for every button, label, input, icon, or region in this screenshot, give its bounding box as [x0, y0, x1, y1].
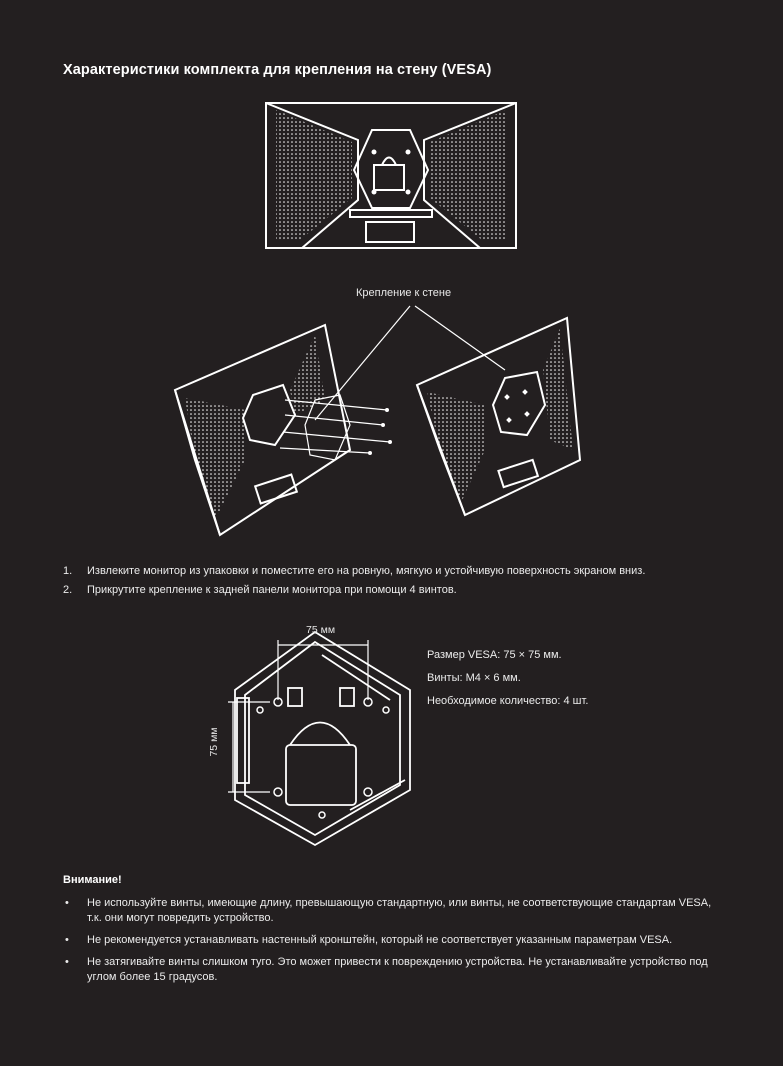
- bullet-icon: •: [65, 934, 69, 946]
- step-item: [63, 565, 645, 578]
- warning-text: Не затягивайте винты слишком туго. Это может привести к повреждению устройства. Не устанавливайте устройство под углом более 15 градусов.: [87, 956, 708, 983]
- warning-list: [63, 896, 723, 992]
- vesa-dimensions-illustration: [200, 620, 420, 850]
- step-text: Прикрутите крепление к задней панели монитора при помощи 4 винтов.: [87, 584, 457, 596]
- monitor-back-illustration: [262, 100, 520, 252]
- warning-item: [63, 896, 723, 926]
- step-text: Извлеките монитор из упаковки и поместите его на ровную, мягкую и устойчивую поверхность экраном вниз.: [87, 565, 646, 577]
- dimension-vertical-label: 75 мм: [208, 727, 220, 757]
- wall-mount-caption: Крепление к стене: [356, 287, 452, 299]
- spec-vesa-size: Размер VESA: 75 × 75 мм.: [427, 649, 562, 661]
- bullet-icon: •: [65, 897, 69, 909]
- warning-text: Не используйте винты, имеющие длину, превышающую стандартную, или винты, не соответствующие стандартам VESA, т.к. они могут повредить устройство.: [87, 897, 712, 924]
- step-number: 2.: [63, 584, 73, 596]
- step-number: 1.: [63, 565, 73, 577]
- step-item: [63, 584, 645, 597]
- dimension-horizontal-label: 75 мм: [306, 624, 336, 636]
- wall-mount-illustration: [165, 300, 585, 545]
- spec-quantity: Необходимое количество: 4 шт.: [427, 695, 589, 707]
- warning-text: Не рекомендуется устанавливать настенный кронштейн, который не соответствует указанным параметрам VESA.: [87, 934, 673, 946]
- warning-item: [63, 955, 723, 985]
- steps-list: [63, 565, 645, 603]
- bullet-icon: •: [65, 956, 69, 968]
- warning-item: [63, 933, 723, 948]
- warning-heading: Внимание!: [63, 874, 122, 886]
- page-title: Характеристики комплекта для крепления на стену (VESA): [63, 62, 492, 78]
- spec-screws: Винты: M4 × 6 мм.: [427, 672, 521, 684]
